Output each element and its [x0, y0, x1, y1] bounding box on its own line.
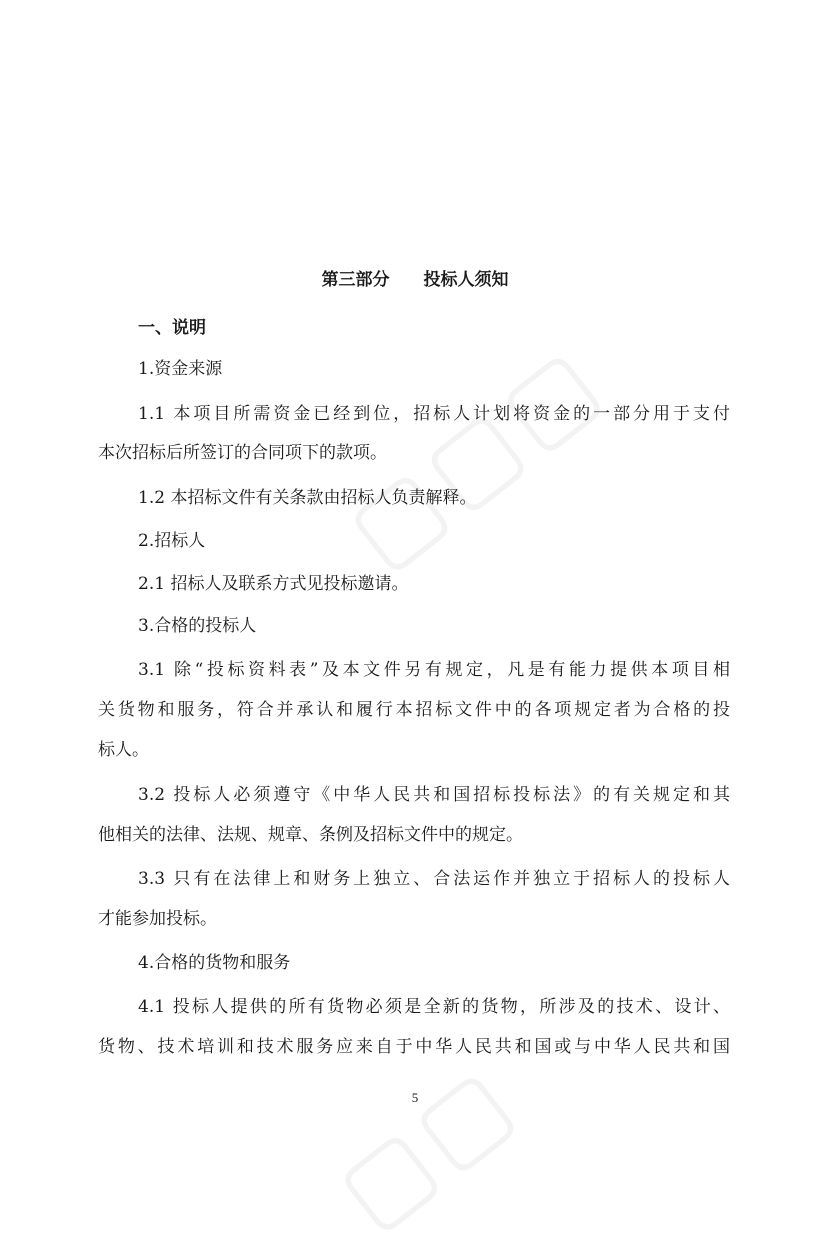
paragraph-line: 4.1 投标人提供的所有货物必须是全新的货物，所涉及的技术、设计、: [138, 997, 730, 1017]
paragraph-line: 1.资金来源: [138, 359, 223, 379]
paragraph-line: 货物、技术培训和技术服务应来自于中华人民共和国或与中华人民共和国: [98, 1037, 730, 1057]
paragraph-line: 1.1 本项目所需资金已经到位，招标人计划将资金的一部分用于支付: [138, 404, 730, 424]
paragraph-line: 他相关的法律、法规、规章、条例及招标文件中的规定。: [98, 825, 523, 845]
paragraph-line: 1.2 本招标文件有关条款由招标人负责解释。: [138, 488, 477, 508]
page-number: 5: [411, 1090, 419, 1105]
paragraph-line: 3.3 只有在法律上和财务上独立、合法运作并独立于招标人的投标人: [138, 869, 730, 889]
title-part: 第三部分: [321, 270, 390, 290]
paragraph-line: 4.合格的货物和服务: [138, 953, 291, 973]
paragraph-line: 3.2 投标人必须遵守《中华人民共和国招标投标法》的有关规定和其: [138, 785, 730, 805]
title-name: 投标人须知: [423, 270, 509, 290]
section-heading: 一、说明: [138, 318, 206, 338]
paragraph-line: 才能参加投标。: [98, 909, 217, 929]
paragraph-line: 本次招标后所签订的合同项下的款项。: [98, 443, 387, 463]
paragraph-line: 2.1 招标人及联系方式见投标邀请。: [138, 574, 409, 594]
paragraph-line: 3.合格的投标人: [138, 616, 257, 636]
paragraph-line: 2.招标人: [138, 531, 206, 551]
paragraph-line: 关货物和服务，符合并承认和履行本招标文件中的各项规定者为合格的投: [98, 700, 730, 720]
watermark-mark: [316, 1042, 537, 1249]
part-title: [0, 265, 830, 290]
paragraph-line: 3.1 除“投标资料表”及本文件另有规定，凡是有能力提供本项目相: [138, 660, 730, 680]
paragraph-line: 标人。: [98, 740, 149, 760]
